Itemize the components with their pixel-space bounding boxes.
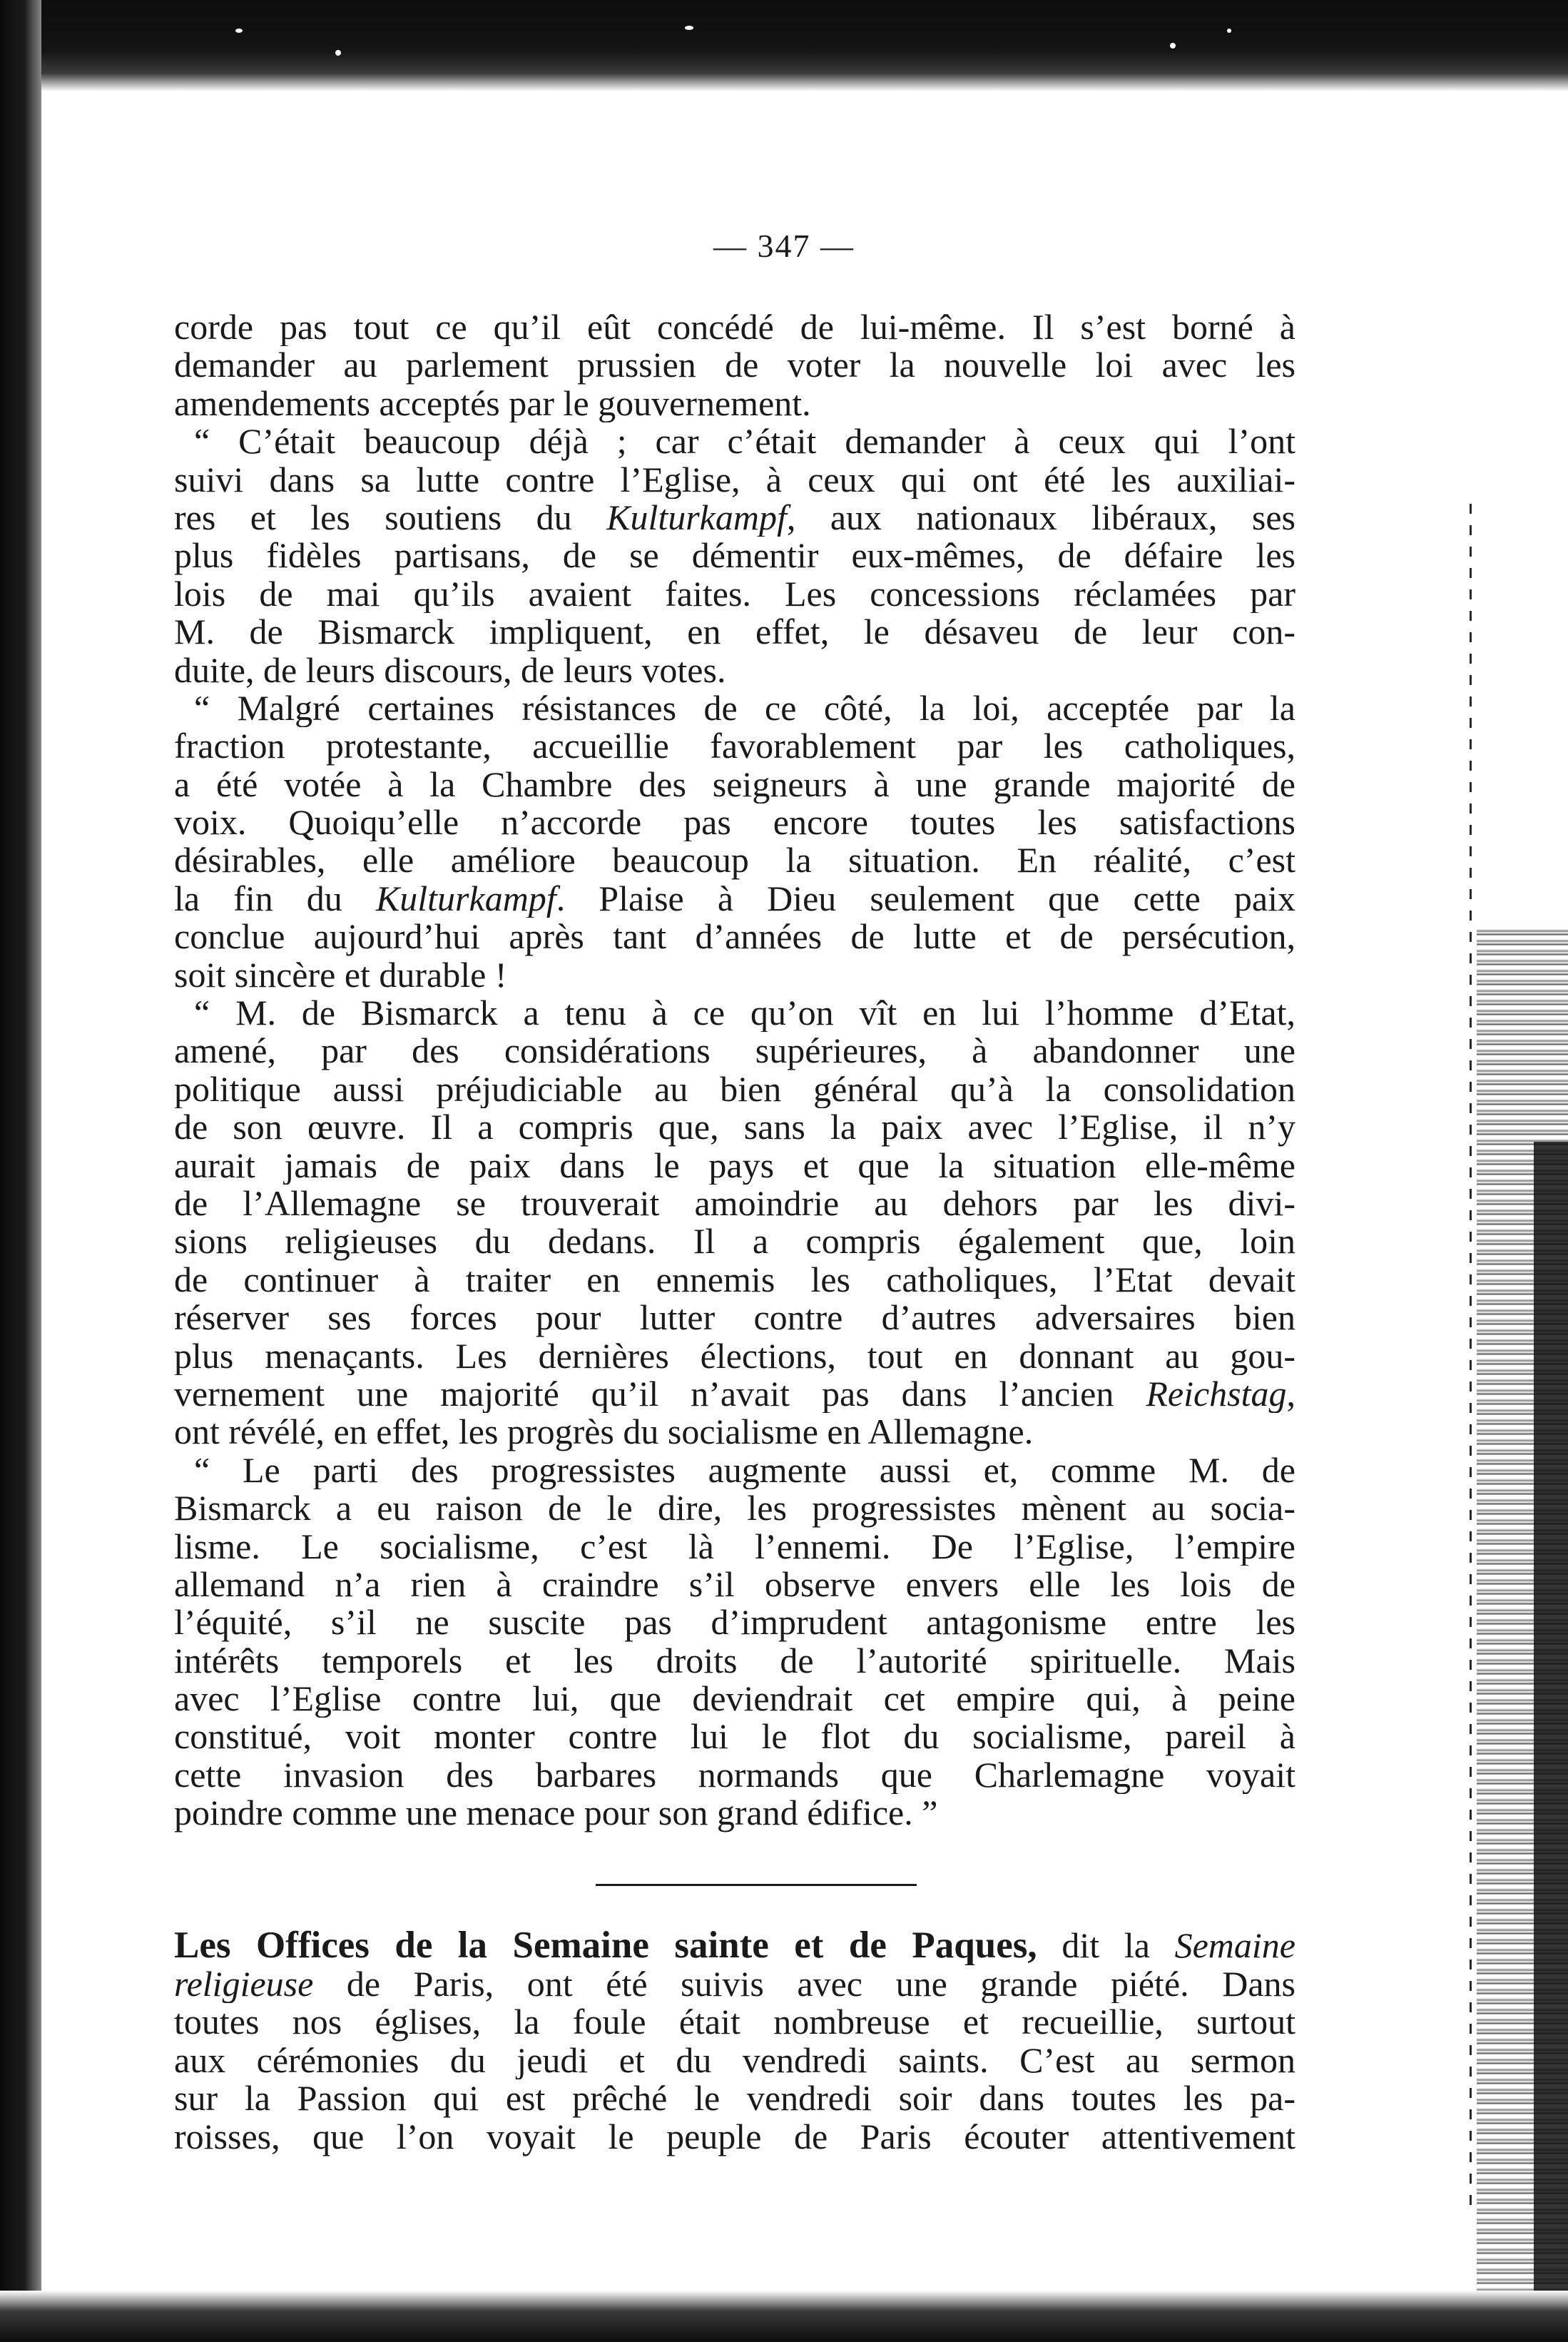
text-segment: , [1286,1374,1295,1414]
text-line: amendements acceptés par le gouvernement. [174,384,811,423]
section-body [174,1927,1295,2156]
text-line: fraction protestante, accueillie favorablement par les catholiques, [174,727,1295,766]
text-line [174,1965,1295,2004]
scan-right-edge-dark [1534,1142,1568,2291]
text-line: aux cérémonies du jeudi et du vendredi saints. C’est au sermon [174,2041,1295,2080]
text-segment: , aux nationaux libéraux, ses [786,498,1295,537]
text-line: réserver ses forces pour lutter contre d’autres adversaires bien [174,1299,1295,1337]
text-segment: Semaine [1174,1927,1295,1965]
text-line [174,499,1295,537]
text-line [174,1927,1295,1965]
text-line: de l’Allemagne se trouverait amoindrie au dehors par les divi- [174,1184,1295,1223]
text-segment: Reichstag [1146,1374,1287,1414]
text-segment: Kulturkampf [375,879,556,918]
text-line: “ M. de Bismarck a tenu à ce qu’on vît en lui l’homme d’Etat, [194,994,1295,1033]
text-line: de son œuvre. Il a compris que, sans la paix avec l’Eglise, il n’y [174,1108,1295,1147]
text-line: intérêts temporels et les droits de l’autorité spirituelle. Mais [174,1641,1295,1681]
text-line: “ C’était beaucoup déjà ; car c’était demander à ceux qui l’ont [194,422,1295,461]
text-segment: la fin du [174,879,376,918]
text-line: corde pas tout ce qu’il eût concédé de lui-même. Il s’est borné à [174,308,1295,347]
scan-top-edge [0,0,1568,91]
text-line: l’équité, s’il ne suscite pas d’imprudent antagonisme entre les [174,1603,1295,1642]
text-line: duite, de leurs discours, de leurs votes. [174,651,726,689]
page-number: — 347 — [713,228,855,264]
text-line: poindre comme une menace pour son grand édifice. ” [174,1794,938,1832]
text-line: suivi dans sa lutte contre l’Eglise, à ceux qui ont été les auxiliai- [174,460,1295,499]
text-segment: vernement une majorité qu’il n’avait pas dans l’ancien [174,1374,1146,1414]
text-line: demander au parlement prussien de voter la nouvelle loi avec les [174,346,1295,385]
text-line: M. de Bismarck impliquent, en effet, le désaveu de leur con- [174,613,1295,652]
section-heading: Les Offices de la Semaine sainte et de Paques, [174,1927,1037,1965]
text-line: allemand n’a rien à craindre s’il observe envers elle les lois de [174,1565,1295,1604]
text-line: désirables, elle améliore beaucoup la situation. En réalité, c’est [174,841,1295,880]
text-line: politique aussi préjudiciable au bien général qu’à la consolidation [174,1070,1295,1109]
text-line: soit sincère et durable ! [174,955,507,995]
text-line [174,1375,1295,1413]
text-line: ont révélé, en effet, les progrès du socialisme en Allemagne. [174,1413,1034,1451]
text-line: amené, par des considérations supérieures, à abandonner une [174,1032,1295,1070]
text-line: “ Le parti des progressistes augmente aussi et, comme M. de [194,1451,1295,1490]
text-line: de continuer à traiter en ennemis les catholiques, l’Etat devait [174,1260,1295,1299]
text-segment: Kulturkampf [606,498,787,537]
text-line: avec l’Eglise contre lui, que deviendrait cet empire qui, à peine [174,1680,1295,1718]
text-line: conclue aujourd’hui après tant d’années de lutte et de persécution, [174,918,1295,956]
text-line: toutes nos églises, la foule était nombreuse et recueillie, surtout [174,2003,1295,2042]
text-line [174,880,1295,918]
text-segment: . Plaise à Dieu seulement que cette paix [556,879,1295,918]
text-segment: res et les soutiens du [174,498,607,537]
text-line: plus fidèles partisans, de se démentir eux-mêmes, de défaire les [174,537,1295,575]
text-line: a été votée à la Chambre des seigneurs à une grande majorité de [174,765,1295,804]
text-line: sions religieuses du dedans. Il a compris également que, loin [174,1222,1295,1261]
text-line: sur la Passion qui est prêché le vendredi soir dans toutes les pa- [174,2079,1295,2118]
text-line: roisses, que l’on voyait le peuple de Paris écouter attentivement [174,2117,1295,2156]
text-line: plus menaçants. Les dernières élections, tout en donnant au gou- [174,1337,1295,1375]
text-segment: dit la [1037,1927,1175,1965]
scan-left-edge [0,0,41,2342]
text-line: lois de mai qu’ils avaient faites. Les concessions réclamées par [174,574,1295,614]
text-segment: de Paris, ont été suivis avec une grande piété. Dans [313,1965,1295,2004]
text-line: cette invasion des barbares normands que Charlemagne voyait [174,1755,1295,1795]
text-line: aurait jamais de paix dans le pays et que la situation elle-même [174,1146,1295,1185]
article-body [174,308,1295,1832]
text-line: voix. Quoiqu’elle n’accorde pas encore toutes les satisfactions [174,804,1295,842]
text-line: lisme. Le socialisme, c’est là l’ennemi. De l’Eglise, l’empire [174,1527,1295,1566]
text-line: “ Malgré certaines résistances de ce côté, la loi, acceptée par la [194,689,1295,728]
text-line: Bismarck a eu raison de le dire, les progressistes mènent au socia- [174,1489,1295,1528]
text-line: constitué, voit monter contre lui le flot du socialisme, pareil à [174,1718,1295,1756]
section-separator [596,1884,917,1886]
scan-side-rule [1470,492,1472,2205]
scan-bottom-edge [0,2291,1568,2342]
text-segment: religieuse [174,1965,314,2004]
